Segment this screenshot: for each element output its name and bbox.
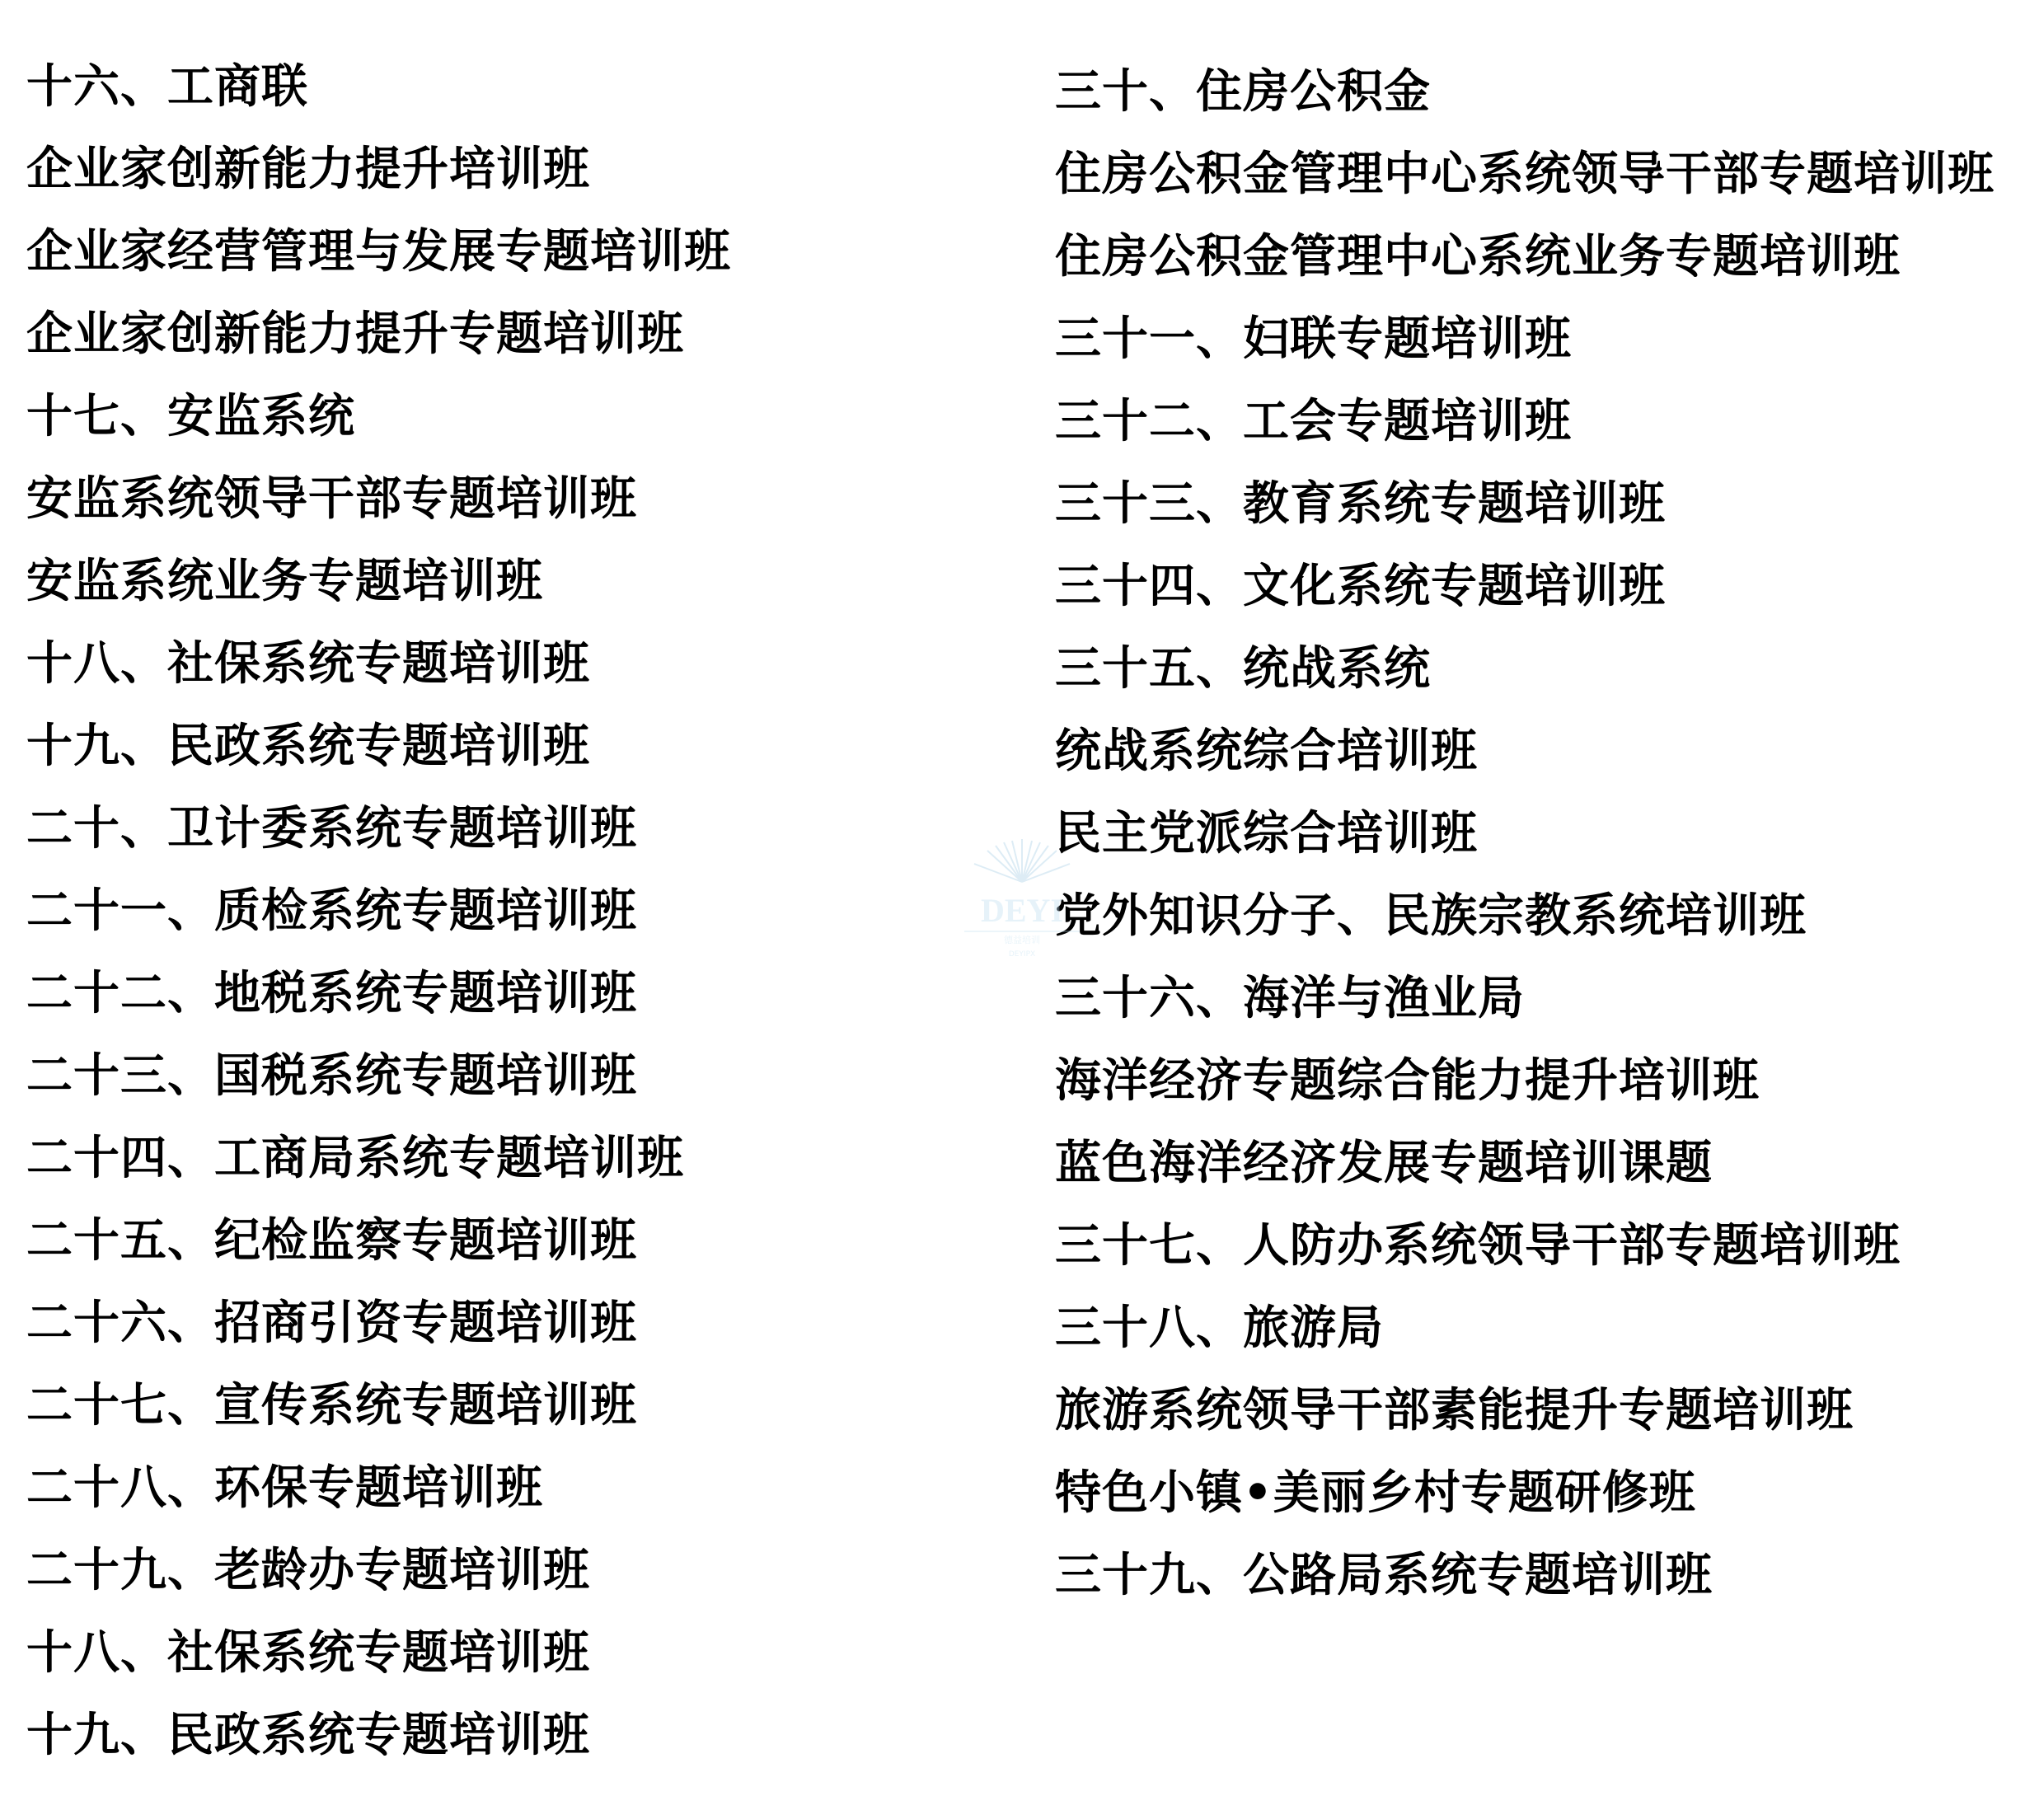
list-item: 三十三、教育系统专题培训班	[1055, 476, 1666, 531]
list-item: 十六、工商联	[26, 59, 308, 114]
list-item: 二十五、纪检监察专题培训班	[26, 1213, 637, 1268]
list-item: 企业家创新能力提升专题培训班	[26, 307, 684, 361]
watermark-small-text: DEYIPX	[1008, 950, 1036, 959]
list-item: 二十九、老龄办专题培训班	[26, 1543, 590, 1597]
list-item: 二十二、地税系统专题培训班	[26, 966, 637, 1020]
list-item: 二十七、宣传系统专题培训班	[26, 1378, 637, 1433]
list-item: 十九、民政系统专题培训班	[26, 719, 590, 773]
list-item: 二十三、国税系统专题培训班	[26, 1048, 637, 1103]
list-item: 住房公积金管理中心系统业务专题培训班	[1055, 229, 1901, 284]
list-item: 十八、社保系统专题培训班	[26, 1625, 590, 1680]
list-item: 二十、卫计委系统专题培训班	[26, 801, 637, 856]
watermark-logo	[940, 832, 1104, 964]
list-item: 安监系统领导干部专题培训班	[26, 471, 637, 526]
list-item: 旅游系统领导干部素能提升专题培训班	[1055, 1383, 1854, 1437]
list-item: 二十一、质检系统专题培训班	[26, 884, 637, 938]
list-item: 住房公积金管理中心系统领导干部专题培训班	[1055, 147, 1995, 201]
list-item: 三十八、旅游局	[1055, 1301, 1384, 1355]
list-item: 党外知识分子、民族宗教系统培训班	[1055, 889, 1807, 943]
list-item: 特色小镇•美丽乡村专题研修班	[1055, 1465, 1696, 1520]
list-item: 三十、住房公积金	[1055, 64, 1431, 119]
list-item: 三十五、统战系统	[1055, 641, 1431, 696]
list-item: 统战系统综合培训班	[1055, 724, 1478, 778]
list-item: 安监系统业务专题培训班	[26, 554, 543, 608]
list-item: 二十四、工商局系统专题培训班	[26, 1131, 684, 1185]
list-item: 三十七、人防办系统领导干部专题培训班	[1055, 1218, 1901, 1273]
list-item: 三十一、妇联专题培训班	[1055, 312, 1572, 366]
list-item: 蓝色海洋经济发展专题培训课题	[1055, 1136, 1713, 1190]
list-item: 海洋经济专题综合能力提升培训班	[1055, 1053, 1760, 1108]
list-item: 三十九、公路局系统专题培训班	[1055, 1548, 1713, 1602]
list-item: 十九、民政系统专题培训班	[26, 1708, 590, 1762]
list-item: 二十六、招商引资专题培训班	[26, 1296, 637, 1350]
list-item: 企业家创新能力提升培训班	[26, 142, 590, 196]
watermark-logo-text: DEYI	[980, 892, 1064, 929]
list-item: 十七、安监系统	[26, 389, 355, 443]
list-item: 二十八、环保专题培训班	[26, 1461, 543, 1515]
list-item: 民主党派综合培训班	[1055, 806, 1478, 860]
list-item: 三十六、海洋与渔业局	[1055, 971, 1525, 1025]
watermark-subtitle: 德益培训	[1004, 935, 1040, 945]
list-item: 三十四、文化系统专题培训班	[1055, 559, 1666, 613]
list-item: 三十二、工会专题培训班	[1055, 394, 1572, 448]
list-item: 十八、社保系统专题培训班	[26, 636, 590, 691]
list-item: 企业家经营管理与发展专题培训班	[26, 224, 731, 279]
